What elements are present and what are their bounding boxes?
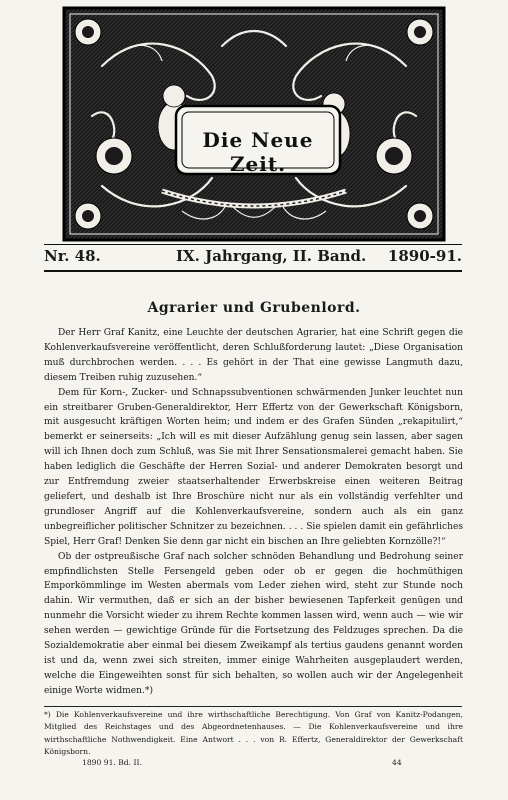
issue-year: 1890-91. (387, 247, 462, 265)
article-paragraph: Dem für Korn-, Zucker- und Schnapssubventionen schwärmenden Junker leuchtet nun ein streitbarer Gruben-Generaldirektor, Herr Effertz von der Gewerkschaft Königsborn, mit ausgesucht kräftigen Worten heim; und indem er des Grafen Sünden „rekapitulirt,“ bemerkt er seinerseits: „Ich will es mit dieser Aufzählung genug sein lassen, aber sagen will ich Ihnen doch zum Schluß, was Sie mit Ihrer Sensationsmalerei gemacht haben. Sie haben lediglich die Geschäfte der Herren Sozial- und anderer Demokraten besorgt und zur Entfremdung zweier staatserhaltender Erwerbskreise einen weiteren Beitrag geliefert, und deshalb ist Ihre Broschüre nicht nur als ein vollständig verfehlter und grundloser Angriff auf die Kohlenverkaufsvereine, sondern auch als ein ganz unbegreiflicher politischer Schnitzer zu bezeichnen. . . . Sie spielen damit ein gefährliches Spiel, Herr Graf! Denken Sie denn gar nicht ein bischen an Ihre geliebten Kornzölle?!“ (44, 387, 463, 547)
article-footnote: *) Die Kohlenverkaufsvereine und ihre wirthschaftliche Berechtigung. Von Graf von Kanitz-Podangen, Mitglied des Reichstages und des Abgeordnetenhauses. — Die Kohlenverkaufsvereine und ihre wirthschaftliche Nothwendigkeit. Eine Antwort . . . von R. Effertz, Generaldirektor der Gewerkschaft Königsborn. (44, 710, 463, 756)
footnote-divider (44, 706, 462, 707)
article-paragraph: Der Herr Graf Kanitz, eine Leuchte der deutschen Agrarier, hat eine Schrift gegen die Kohlenverkaufsvereine veröffentlicht, deren Schlußforderung lautet: „Diese Organisation muß durchbrochen werden. . . . Es gehört in der That eine gewisse Langmuth dazu, diesem Treiben ruhig zuzusehen.“ (44, 328, 463, 383)
footer-volume: 1890 91. Bd. II. (82, 758, 142, 767)
article-body (44, 326, 463, 699)
issue-volume: IX. Jahrgang, II. Band. (176, 247, 367, 265)
page-footer (44, 758, 462, 772)
issue-rule-bottom (44, 270, 462, 272)
title-plate (178, 110, 338, 176)
issue-number: Nr. 48. (44, 247, 101, 265)
article-title: Agrarier und Grubenlord. (147, 300, 361, 316)
issue-rule-top (44, 244, 462, 245)
article-paragraph: Ob der ostpreußische Graf nach solcher schnöden Behandlung und Bedrohung seiner empfindlichsten Stelle Fersengeld geben oder ob er gegen die hochmüthigen Emporkömmlinge im Westen abermals vom Leder ziehen wird, steht zur Stunde noch dahin. Wir vermuthen, daß er sich an der bisher bewiesenen Tapferkeit genügen und nunmehr die Vorsicht wieder zu ihrem Rechte kommen lassen wird, wenn auch — wie wir sehen werden — gewichtige Gründe für die Fortsetzung des Feldzuges sprechen. Da die Sozialdemokratie aber einmal bei diesem Zweikampf als tertius gaudens genannt worden ist und da, wenn zwei sich streiten, immer einige Wahrheiten ausgeplaudert werden, welche die Eingeweihten sonst für sich behalten, so wollen auch wir der Angelegenheit einige Worte widmen.*) (44, 551, 463, 696)
ornamental-masthead (62, 6, 446, 242)
footer-page-number: 44 (392, 758, 402, 767)
publication-title: Die Neue Zeit. (202, 128, 314, 176)
issue-line (44, 247, 462, 269)
